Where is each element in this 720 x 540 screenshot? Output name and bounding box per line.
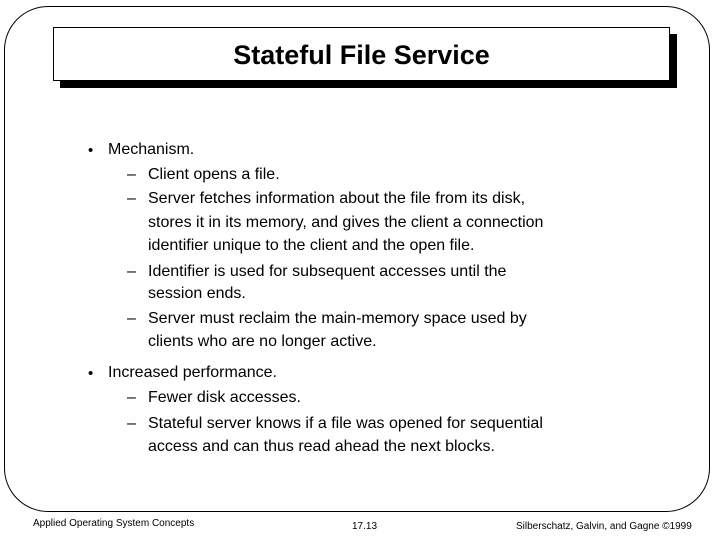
sub-bullet-text: Identifier is used for subsequent accesses until the — [148, 263, 507, 280]
sub-bullet-text: stores it in its memory, and gives the client a connection — [148, 214, 544, 231]
bullet-label: Increased performance. — [108, 364, 277, 381]
sub-bullet-text: Fewer disk accesses. — [148, 389, 301, 406]
sub-bullet-dash: – — [127, 310, 136, 327]
sub-bullet-dash: – — [127, 190, 136, 207]
sub-bullet-dash: – — [127, 166, 136, 183]
bullet-marker: • — [88, 365, 94, 382]
slide-title: Stateful File Service — [233, 39, 490, 70]
footer-page-number: 17.13 — [352, 521, 378, 532]
sub-bullet-dash: – — [127, 263, 136, 280]
sub-bullet-text: Server fetches information about the file from its disk, — [148, 190, 526, 207]
bullet-label: Mechanism. — [108, 141, 195, 158]
footer-course-title: Applied Operating System Concepts — [33, 518, 195, 529]
sub-bullet-text: access and can thus read ahead the next blocks. — [148, 438, 495, 455]
sub-bullet-dash: – — [127, 415, 136, 432]
sub-bullet-text: clients who are no longer active. — [148, 333, 377, 350]
sub-bullet-text: Stateful server knows if a file was opened for sequential — [148, 415, 543, 432]
sub-bullet-dash: – — [127, 389, 136, 406]
sub-bullet-text: Client opens a file. — [148, 166, 280, 183]
footer-copyright: Silberschatz, Galvin, and Gagne ©1999 — [516, 521, 692, 532]
bullet-marker: • — [88, 142, 94, 159]
sub-bullet-text: Server must reclaim the main-memory space used by — [148, 310, 527, 327]
sub-bullet-text: identifier unique to the client and the open file. — [148, 237, 475, 254]
sub-bullet-text: session ends. — [148, 285, 246, 302]
